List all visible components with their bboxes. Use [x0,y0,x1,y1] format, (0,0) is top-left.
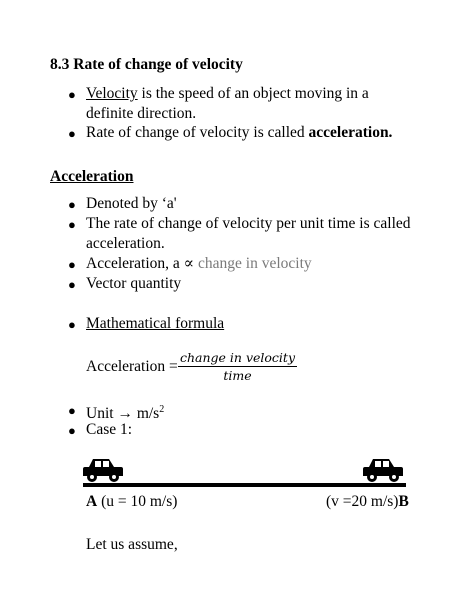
point-a-letter: A [86,493,98,510]
bullet-icon: ● [68,403,76,418]
acceleration-term: acceleration. [308,124,393,141]
bullet-icon: ● [68,423,76,438]
bullet-icon: ● [68,277,76,292]
proportionality-change-text: change in velocity [198,255,312,272]
rate-definition-line2: acceleration. [86,235,165,252]
denoted-by-text: Denoted by ‘a' [86,195,177,212]
road-line [83,483,406,487]
mathematical-formula-heading: Mathematical formula [86,315,225,332]
car-icon [82,456,124,484]
unit-exponent: 2 [159,404,165,415]
bullet-icon: ● [68,197,76,212]
case-label: Case 1: [86,421,133,438]
unit-prefix: Unit [86,405,118,423]
car-icon [362,456,404,484]
proportionality-prefix: Acceleration, a ∝ [86,255,199,272]
point-b-letter: B [398,493,409,510]
formula-fraction [178,350,297,383]
acceleration-definition-text: Rate of change of velocity is called [86,124,309,141]
rate-definition-line1: The rate of change of velocity per unit time is called [86,215,411,232]
velocity-definition-line2: definite direction. [86,105,197,122]
acceleration-definition [86,123,392,143]
bullet-icon: ● [68,217,76,232]
velocity-term: Velocity [86,85,138,102]
proportionality-statement [86,254,312,274]
bullet-icon: ● [68,317,76,332]
point-a-label [86,492,177,512]
final-velocity-text: (v =20 m/s) [326,493,399,510]
bullet-icon: ● [68,87,76,102]
closing-text: Let us assume, [86,536,178,553]
acceleration-heading: Acceleration [50,168,134,185]
arrow-right-icon: → [117,405,133,423]
formula-denominator: time [223,368,252,383]
bullet-icon: ● [68,257,76,272]
section-title: 8.3 Rate of change of velocity [50,56,243,73]
velocity-definition-line1 [86,84,369,104]
vector-quantity-text: Vector quantity [86,275,182,292]
formula-lhs: Acceleration = [86,358,178,375]
velocity-definition-text: is the speed of an object moving in a [137,85,369,102]
initial-velocity-text: (u = 10 m/s) [97,493,178,510]
bullet-icon: ● [68,126,76,141]
formula-numerator: change in velocity [180,350,296,365]
unit-value: m/s [136,405,160,423]
point-b-label [326,492,409,512]
